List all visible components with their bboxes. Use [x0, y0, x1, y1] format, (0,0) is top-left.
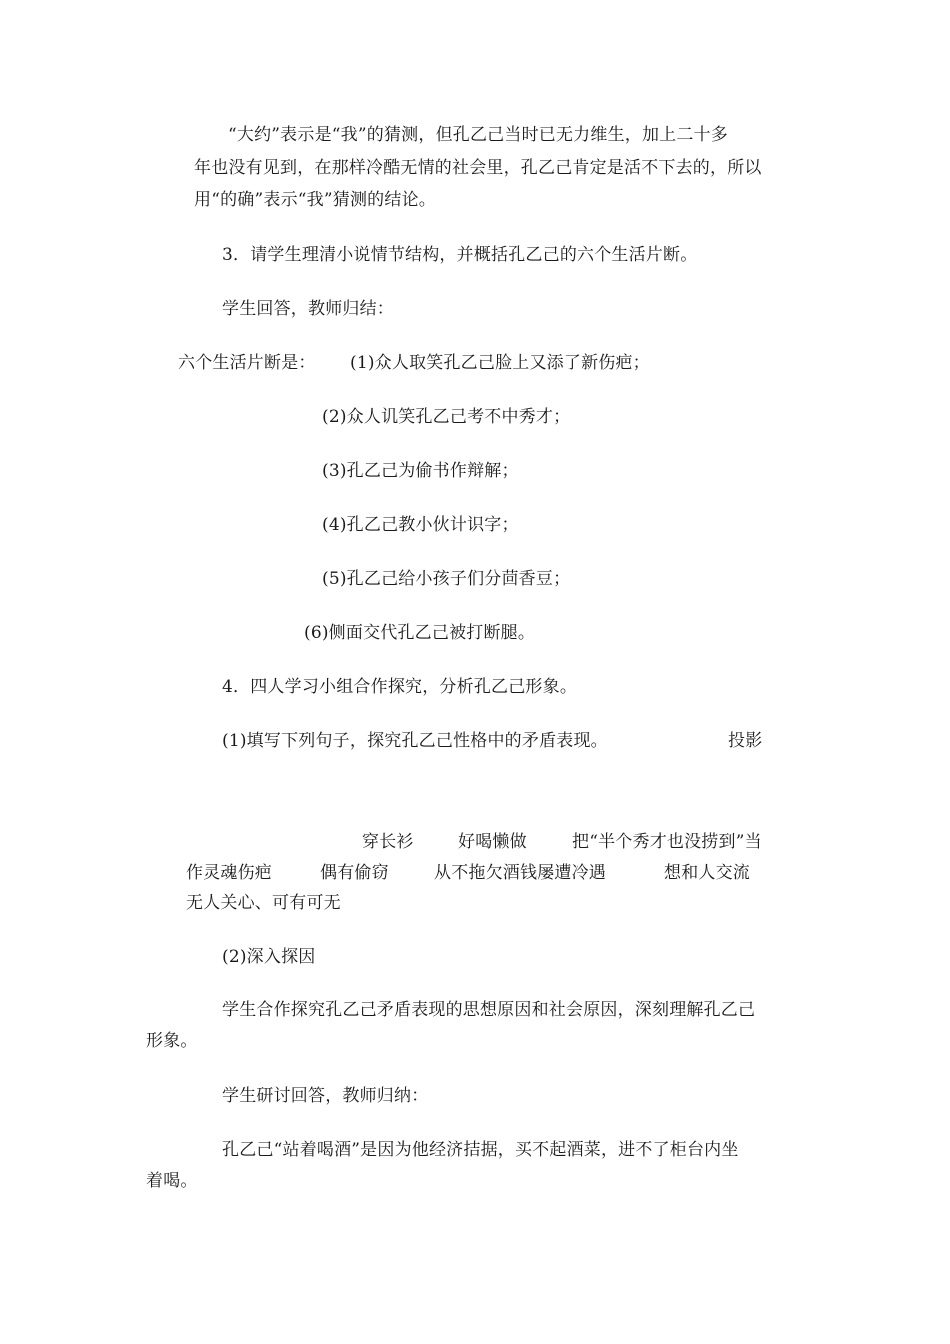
- table-cell-r2c4: 想和人交流: [664, 863, 750, 883]
- fragment-item-6: (6)侧面交代孔乙己被打断腿。: [304, 623, 536, 643]
- item4-heading: 4．四人学习小组合作探究，分析孔乙己形象。: [222, 677, 578, 697]
- fragment-item-2: (2)众人讥笑孔乙己考不中秀才；: [322, 407, 571, 427]
- student-answer: 学生回答，教师归结：: [222, 299, 394, 319]
- table-cell-r3c1: 无人关心、可有可无: [186, 893, 341, 913]
- discuss-line: 学生研讨回答，教师归纳：: [222, 1086, 429, 1106]
- fragment-item-4: (4)孔乙己教小伙计识字；: [322, 515, 519, 535]
- table-cell-r2c2: 偶有偷窃: [320, 863, 389, 883]
- table-cell-r1c3: 把“半个秀才也没捞到”当: [572, 832, 762, 852]
- fragment-item-5: (5)孔乙己给小孩子们分茴香豆；: [322, 569, 571, 589]
- fragment-item-1: (1)众人取笑孔乙己脸上又添了新伤疤；: [350, 353, 650, 373]
- table-cell-r1c2: 好喝懒做: [458, 832, 527, 852]
- item4-1-text: (1)填写下列句子，探究孔乙己性格中的矛盾表现。: [222, 731, 608, 751]
- para1-line2: 年也没有见到，在那样冷酷无情的社会里，孔乙己肯定是活不下去的，所以: [194, 158, 762, 178]
- fragment-item-3: (3)孔乙己为偷书作辩解；: [322, 461, 519, 481]
- fragments-label: 六个生活片断是：: [178, 353, 316, 373]
- para-explore-line1: 学生合作探究孔乙己矛盾表现的思想原因和社会原因，深刻理解孔乙己: [222, 1000, 756, 1020]
- table-cell-r2c1: 作灵魂伤疤: [186, 863, 272, 883]
- para-last-line1: 孔乙己“站着喝酒”是因为他经济拮据，买不起酒菜，进不了柜台内坐: [222, 1140, 739, 1160]
- item4-2-heading: (2)深入探因: [222, 947, 316, 967]
- para1-line3: 用“的确”表示“我”猜测的结论。: [194, 190, 436, 210]
- table-cell-r2c3: 从不拖欠酒钱屡遭冷遇: [434, 863, 606, 883]
- item3-heading: 3．请学生理清小说情节结构，并概括孔乙己的六个生活片断。: [222, 245, 698, 265]
- para-explore-line2: 形象。: [146, 1031, 198, 1051]
- item4-1-note: 投影: [728, 731, 763, 751]
- para1-line1: “大约”表示是“我”的猜测，但孔乙己当时已无力维生，加上二十多: [228, 125, 728, 145]
- table-cell-r1c1: 穿长衫: [362, 832, 414, 852]
- para-last-line2: 着喝。: [146, 1171, 198, 1191]
